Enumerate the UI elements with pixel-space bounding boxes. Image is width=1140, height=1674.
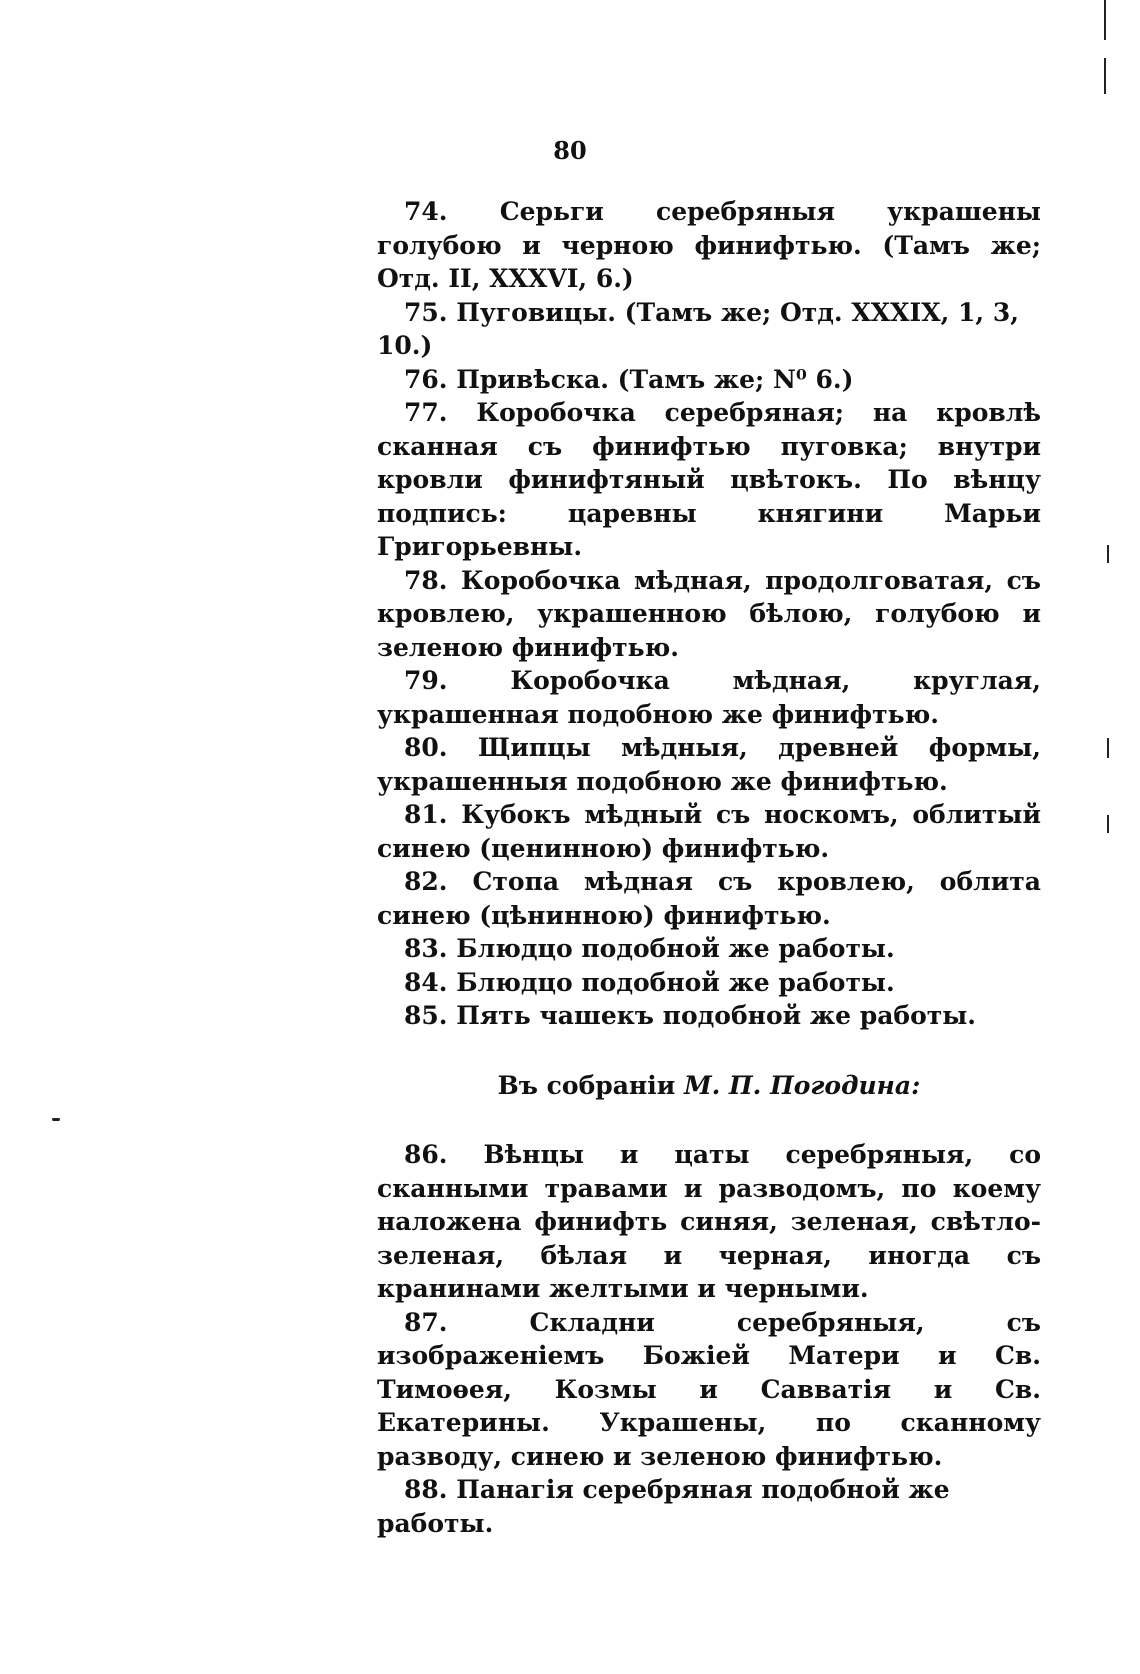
catalog-entry — [377, 865, 1041, 932]
entry-number: 74. — [404, 197, 448, 226]
entry-text: Блюдцо подобной же работы. — [456, 934, 895, 963]
entry-text: Панагія серебряная подобной же работы. — [377, 1475, 950, 1538]
entry-number: 88. — [404, 1475, 448, 1504]
entry-text: Блюдцо подобной же работы. — [456, 967, 895, 997]
text-column — [377, 195, 1041, 1540]
entry-number: 86. — [404, 1140, 448, 1169]
entry-number: 76. — [404, 364, 448, 394]
entry-number: 82. — [404, 867, 448, 896]
section-heading — [377, 1069, 1041, 1103]
catalog-entry — [377, 798, 1041, 865]
entry-number: 80. — [404, 733, 448, 762]
scan-artifact — [1104, 58, 1106, 94]
catalog-entry — [377, 564, 1041, 665]
entry-number: 84. — [404, 967, 448, 997]
entry-text: Вѣнцы и цаты серебряныя, со сканными травами и разводомъ, по коему наложена финифть синяя, зеленая, свѣтло-зеленая, бѣлая и черная, иногда съ кранинами желтыми и черными. — [377, 1140, 1041, 1303]
entry-text: Пять чашекъ подобной же работы. — [456, 1001, 977, 1030]
collector-name: М. П. Погодина: — [683, 1070, 921, 1100]
scan-artifact — [1107, 815, 1109, 833]
page-number: 80 — [553, 136, 587, 165]
catalog-entry — [377, 1473, 1041, 1540]
catalog-entry — [377, 1138, 1041, 1306]
catalog-entry — [377, 195, 1041, 296]
entry-text: Коробочка мѣдная, круглая, украшенная подобною же финифтью. — [377, 666, 1041, 729]
entry-number: 78. — [404, 565, 448, 595]
catalog-entry — [377, 999, 1041, 1033]
entry-number: 79. — [404, 666, 448, 695]
scan-artifact — [1107, 738, 1109, 758]
section-prefix: Въ собраніи — [497, 1070, 684, 1100]
entry-number: 81. — [404, 800, 448, 829]
entry-text: Стопа мѣдная съ кровлею, облита синею (цѣнинною) финифтью. — [377, 867, 1041, 930]
catalog-entry — [377, 363, 1041, 397]
catalog-entry — [377, 296, 1041, 363]
catalog-entry — [377, 932, 1041, 966]
entry-text: Привѣска. (Тамъ же; N⁰ 6.) — [456, 364, 854, 394]
entry-text: Коробочка мѣдная, продолговатая, съ кровлею, украшенною бѣлою, голубою и зеленою финифтью. — [377, 565, 1041, 662]
scan-artifact — [52, 1118, 60, 1121]
catalog-entry — [377, 966, 1041, 1000]
catalog-entry — [377, 731, 1041, 798]
catalog-entry — [377, 664, 1041, 731]
entry-number: 85. — [404, 1001, 448, 1030]
scan-artifact — [1107, 545, 1109, 563]
catalog-entry — [377, 396, 1041, 564]
entry-number: 75. — [404, 297, 448, 327]
catalog-entry — [377, 1306, 1041, 1474]
entry-number: 87. — [404, 1307, 448, 1337]
entry-text: Коробочка серебряная; на кровлѣ сканная съ финифтью пуговка; внутри кровли финифтяный цвѣтокъ. По вѣнцу подпись: царевны княгини Марьи Григорьевны. — [377, 398, 1041, 561]
entry-text: Складни серебряныя, съ изображеніемъ Божіей Матери и Св. Тимоѳея, Козмы и Савватія и Св. Екатерины. Украшены, по сканному разводу, синею и зеленою финифтью. — [377, 1307, 1041, 1471]
entry-text: Пуговицы. (Тамъ же; Отд. XXXIX, 1, 3, 10.) — [377, 297, 1019, 360]
entry-number: 77. — [404, 398, 448, 427]
scan-artifact — [1104, 0, 1106, 40]
entry-text: Кубокъ мѣдный съ носкомъ, облитый синею (ценинною) финифтью. — [377, 800, 1041, 863]
entry-text: Щипцы мѣдныя, древней формы, украшенныя подобною же финифтью. — [377, 733, 1041, 796]
entry-number: 83. — [404, 934, 448, 963]
entry-text: Серьги серебряныя украшены голубою и черною финифтью. (Тамъ же; Отд. II, XXXVI, 6.) — [377, 197, 1041, 293]
